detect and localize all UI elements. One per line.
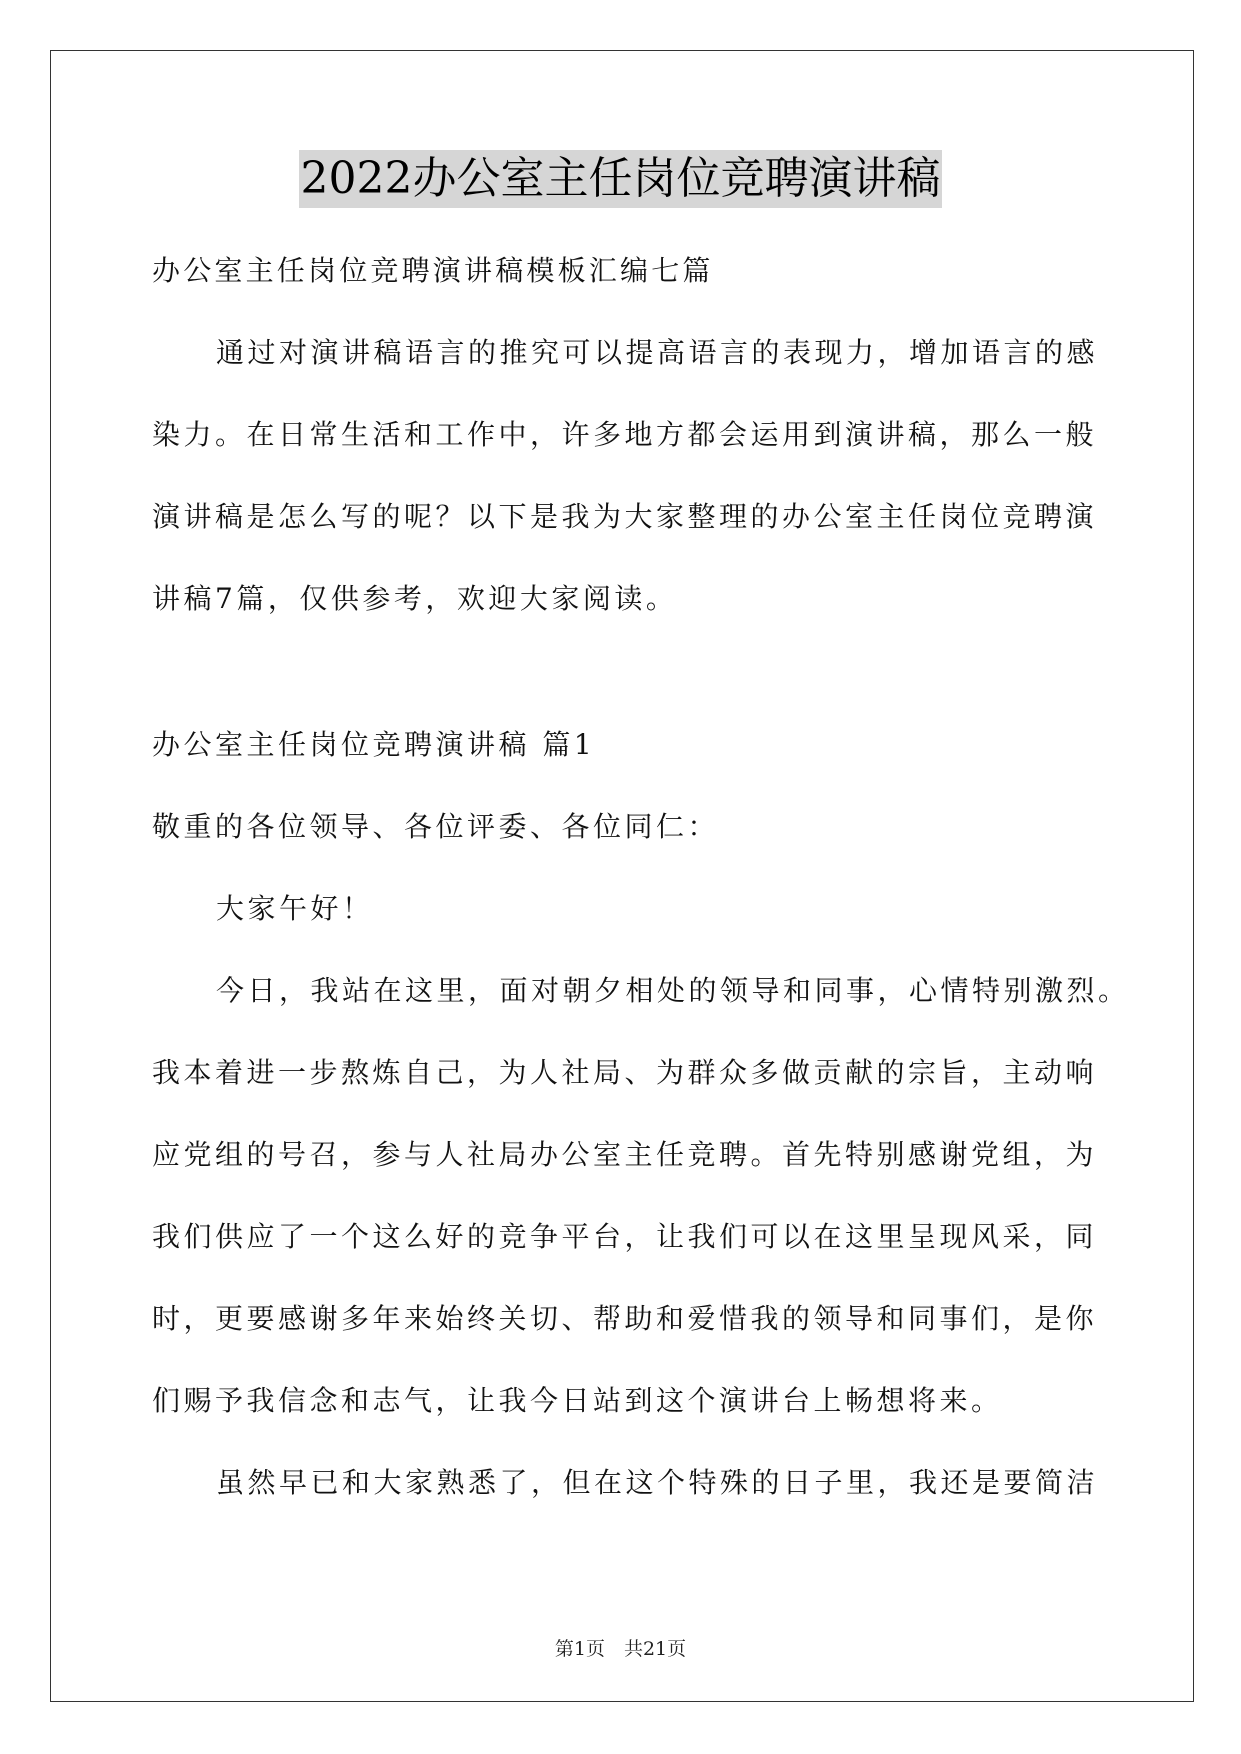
- body-paragraph-line: 我本着进一步熬炼自己，为人社局、为群众多做贡献的宗旨，主动响: [152, 1056, 1098, 1089]
- page-number-footer: 第1页 共21页: [554, 1638, 687, 1660]
- body-paragraph-line: 我们供应了一个这么好的竞争平台，让我们可以在这里呈现风采，同: [152, 1220, 1098, 1253]
- body-paragraph-line: 虽然早已和大家熟悉了，但在这个特殊的日子里，我还是要简洁: [216, 1466, 1099, 1499]
- intro-paragraph-line: 讲稿7篇，仅供参考，欢迎大家阅读。: [152, 582, 678, 615]
- section-heading: 办公室主任岗位竞聘演讲稿 篇1: [152, 728, 596, 761]
- body-paragraph-line: 时，更要感谢多年来始终关切、帮助和爱惜我的领导和同事们，是你: [152, 1302, 1098, 1335]
- title-container: [0, 150, 1241, 208]
- body-paragraph-line: 们赐予我信念和志气，让我今日站到这个演讲台上畅想将来。: [152, 1384, 1003, 1417]
- intro-paragraph-line: 染力。在日常生活和工作中，许多地方都会运用到演讲稿，那么一般: [152, 418, 1098, 451]
- intro-paragraph-line: 通过对演讲稿语言的推究可以提高语言的表现力，增加语言的感: [216, 336, 1099, 369]
- document-body: [152, 230, 1130, 1524]
- intro-paragraph-line: 演讲稿是怎么写的呢？以下是我为大家整理的办公室主任岗位竞聘演: [152, 500, 1098, 533]
- salutation: 敬重的各位领导、各位评委、各位同仁：: [152, 810, 720, 843]
- body-paragraph-line: 今日，我站在这里，面对朝夕相处的领导和同事，心情特别激烈。: [216, 974, 1130, 1007]
- greeting: 大家午好！: [216, 892, 374, 925]
- section-gap: [152, 640, 1092, 704]
- document-title: 2022办公室主任岗位竞聘演讲稿: [299, 150, 943, 208]
- document-subtitle: 办公室主任岗位竞聘演讲稿模板汇编七篇: [152, 254, 714, 287]
- body-paragraph-line: 应党组的号召，参与人社局办公室主任竞聘。首先特别感谢党组，为: [152, 1138, 1098, 1171]
